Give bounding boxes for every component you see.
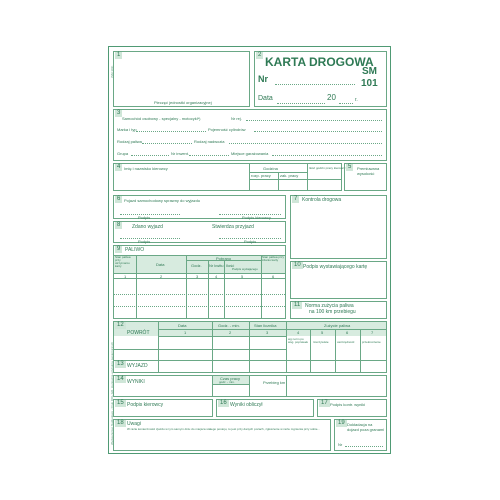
handover-left-label: Zdano wyjazd <box>132 224 163 230</box>
divider <box>158 336 286 337</box>
fuel-col-issuer: Podpis wydającego <box>232 267 258 271</box>
issuer-signature-label: Podpis wystawiającego kartę <box>303 264 368 270</box>
trip-col-odometer: Stan licznika <box>254 323 277 328</box>
driver-signature-caption: Podpis kierowcy <box>242 215 271 220</box>
box-number: 2 <box>258 52 262 58</box>
box-number: 19 <box>338 420 345 426</box>
road-control-box <box>290 195 387 259</box>
controller-signature-box <box>317 399 387 417</box>
calculated-by-label: Wyniki obliczył <box>230 402 263 408</box>
title-box <box>254 51 387 107</box>
divider <box>114 306 285 307</box>
divider <box>335 330 336 372</box>
trip-sub-norm: wg norm po wsg. poprawek <box>288 337 309 344</box>
fuel-box <box>113 245 286 319</box>
box-number: 17 <box>321 400 328 406</box>
trip-col-fuel: Zużycie paliwa <box>324 323 351 328</box>
calculated-by-box <box>216 399 314 417</box>
col-number: 5 <box>241 274 244 279</box>
fuel-col-hour: Godz. <box>191 263 202 268</box>
road-card-form <box>108 46 391 454</box>
divider <box>310 330 311 372</box>
bonus-label-2: wysokość <box>357 171 375 176</box>
divider <box>360 330 361 372</box>
box-number: 5 <box>348 164 352 170</box>
form-code-sm: SM <box>362 66 377 77</box>
garage-label: Miejsce garażowania <box>231 151 269 156</box>
divider <box>208 260 209 318</box>
col-number: 5 <box>321 330 324 335</box>
signature-caption: Podpis <box>138 215 151 220</box>
make-line <box>136 131 206 132</box>
bonus-label: Premiuwana <box>357 166 380 171</box>
box-number: 11 <box>294 302 301 308</box>
trip-sub-actual: rzeczywiste <box>313 340 329 344</box>
trip-col-date: Data <box>178 323 187 328</box>
supplement-box <box>334 419 387 451</box>
form-code-side: (SM 101) <box>110 65 114 78</box>
trip-col-time: Godz. - min. <box>218 323 240 328</box>
col-number: 1 <box>124 274 127 279</box>
form-code-number: 101 <box>361 78 378 89</box>
hour-end-label: zak. pracy <box>280 173 299 178</box>
departure-label: WYJAZD <box>127 363 148 369</box>
road-control-label: Kontrola drogowa <box>302 197 342 203</box>
trip-table <box>113 321 387 373</box>
divider <box>114 255 285 256</box>
col-number: 6 <box>272 274 275 279</box>
make-label: Marka i typ <box>117 127 137 132</box>
divider <box>212 384 249 385</box>
bonus-box <box>344 163 387 191</box>
divider <box>114 278 285 279</box>
divider <box>261 255 262 318</box>
fuel-norm-label: Norma zużycia paliwa <box>305 303 354 309</box>
driver-signature-box <box>113 399 213 417</box>
vehicle-ready-label: Pojazd samochodowy sprawny do wyjazdu <box>124 198 201 203</box>
date-year-line <box>339 103 353 104</box>
divider <box>249 179 341 180</box>
form-title: KARTA DROGOWA <box>265 55 374 69</box>
col-number: 1 <box>184 330 187 335</box>
fuel-col-amount: Ilość <box>226 263 235 268</box>
divider <box>249 376 250 396</box>
capacity-line <box>254 131 382 132</box>
trip-sub-excess: przekroczenie <box>362 340 381 344</box>
col-number: 7 <box>371 330 374 335</box>
nr-label: Nr <box>258 74 269 84</box>
divider <box>114 294 285 295</box>
body-line <box>229 143 382 144</box>
fuel-col-end: Stan paliwa przy zdaniu karty <box>262 255 285 262</box>
fuel-norm-label-2: na 100 km przebiegu <box>309 309 356 315</box>
supplement-nr-line <box>345 446 383 447</box>
driver-name-label: Imię i nazwisko kierowcy <box>124 166 168 171</box>
garage-line <box>272 155 382 156</box>
body-label: Rodzaj nadwozia <box>194 139 225 144</box>
box-number: 12 <box>117 322 124 328</box>
divider <box>114 273 285 274</box>
group-label: Grupa <box>117 151 129 156</box>
driver-box <box>113 163 346 191</box>
supplement-label-2: dojazd poza granami <box>347 427 385 432</box>
col-number: 2 <box>160 274 163 279</box>
divider <box>224 260 225 318</box>
signature-caption: Podpis <box>244 239 257 244</box>
box-number: 13 <box>117 361 124 367</box>
driver-signature-label: Podpis kierowcy <box>127 402 164 408</box>
box-number: 1 <box>117 52 121 58</box>
fuel-col-date: Data <box>156 262 165 267</box>
signature-caption: Podpis <box>138 239 151 244</box>
box-number: 6 <box>117 196 121 202</box>
hour-label: Godzina <box>263 166 278 171</box>
fuel-title: PALIWO <box>125 247 145 253</box>
divider <box>249 164 250 190</box>
date-year: 20 <box>327 93 336 102</box>
divider <box>158 329 386 330</box>
supplement-label: Dokładacja na <box>347 422 373 427</box>
hour-start-label: rozp. pracy <box>251 173 271 178</box>
fuel-line <box>142 143 192 144</box>
col-number: 6 <box>346 330 349 335</box>
vehicle-box <box>113 109 387 161</box>
box-number: 4 <box>117 164 121 170</box>
divider <box>114 360 386 361</box>
box-number: 14 <box>117 376 124 382</box>
stamp-caption: Pieczęć jednostki organizacyjnej <box>154 100 212 105</box>
divider <box>278 172 279 190</box>
fuel-col-start: Stan paliwa przy otrzymaniu karty <box>115 255 131 268</box>
box-number: 16 <box>220 400 227 406</box>
work-time-unit: godz. - min. <box>219 380 235 384</box>
col-number: 3 <box>266 330 269 335</box>
divider <box>307 164 308 190</box>
inventory-line <box>189 155 229 156</box>
col-number: 4 <box>215 274 218 279</box>
controller-signature-label: Podpis kontr. wyniki <box>330 402 366 407</box>
fuel-norm-box <box>290 301 387 319</box>
reg-line <box>246 120 382 121</box>
divider <box>286 376 287 396</box>
mileage-label: Przebieg km <box>263 380 286 385</box>
date-label: Data <box>258 95 273 102</box>
box-number: 15 <box>117 400 124 406</box>
hours-worked-label: Ilość godzin pracy kierowcy <box>309 166 346 170</box>
divider <box>114 349 286 350</box>
box-number: 8 <box>117 222 121 228</box>
vehicle-label: Samochód osobowy - specjalny - motocykl*) <box>122 116 201 121</box>
issuer-signature-box <box>290 261 387 299</box>
work-time-label: Czas pracy <box>220 376 241 381</box>
box-number: 18 <box>117 420 124 426</box>
vehicle-ready-box <box>113 195 286 219</box>
box-number: 7 <box>294 196 298 202</box>
remarks-label: Uwagi <box>127 421 141 427</box>
handover-right-label: Stwierdza przyjazd <box>212 224 254 230</box>
publisher-side-text: Wydawnictwo Nakładowe - Druk DOL GR. Hurtownia artykułów papierniczych <box>110 341 114 445</box>
date-suffix: r. <box>355 97 358 103</box>
capacity-label: Pojemność cylindrów <box>208 127 246 132</box>
box-number: 9 <box>117 246 121 252</box>
supplement-nr: Nr <box>338 442 343 447</box>
box-number: 10 <box>294 262 301 268</box>
fuel-col-receipt: Nr kwitu <box>209 263 224 268</box>
col-number: 4 <box>297 330 300 335</box>
inventory-label: Nr inwent. <box>171 151 190 156</box>
remarks-box <box>113 419 331 451</box>
box-number: 3 <box>117 110 121 116</box>
date-line <box>277 103 325 104</box>
fuel-label: Rodzaj paliwa <box>117 139 142 144</box>
reg-label: Nr rej. <box>231 116 242 121</box>
divider <box>136 255 137 318</box>
trip-sub-saving: oszczędność <box>337 340 355 344</box>
handover-box <box>113 221 286 243</box>
divider <box>186 255 187 318</box>
fuel-col-taken: Pobrano <box>216 256 232 261</box>
remarks-text: W razie konieczności zjazdu w tym samym dniu do miejsca stałego postoju, to jest przy danych pozach, zgłoszenie w razie mgnienia przy sobie... <box>127 427 320 431</box>
col-number: 3 <box>196 274 199 279</box>
nr-line <box>275 84 355 85</box>
results-label: WYNIKI <box>127 379 145 385</box>
results-box <box>113 375 387 397</box>
col-number: 2 <box>229 330 232 335</box>
group-line <box>131 155 169 156</box>
return-label: POWRÓT <box>127 330 150 336</box>
